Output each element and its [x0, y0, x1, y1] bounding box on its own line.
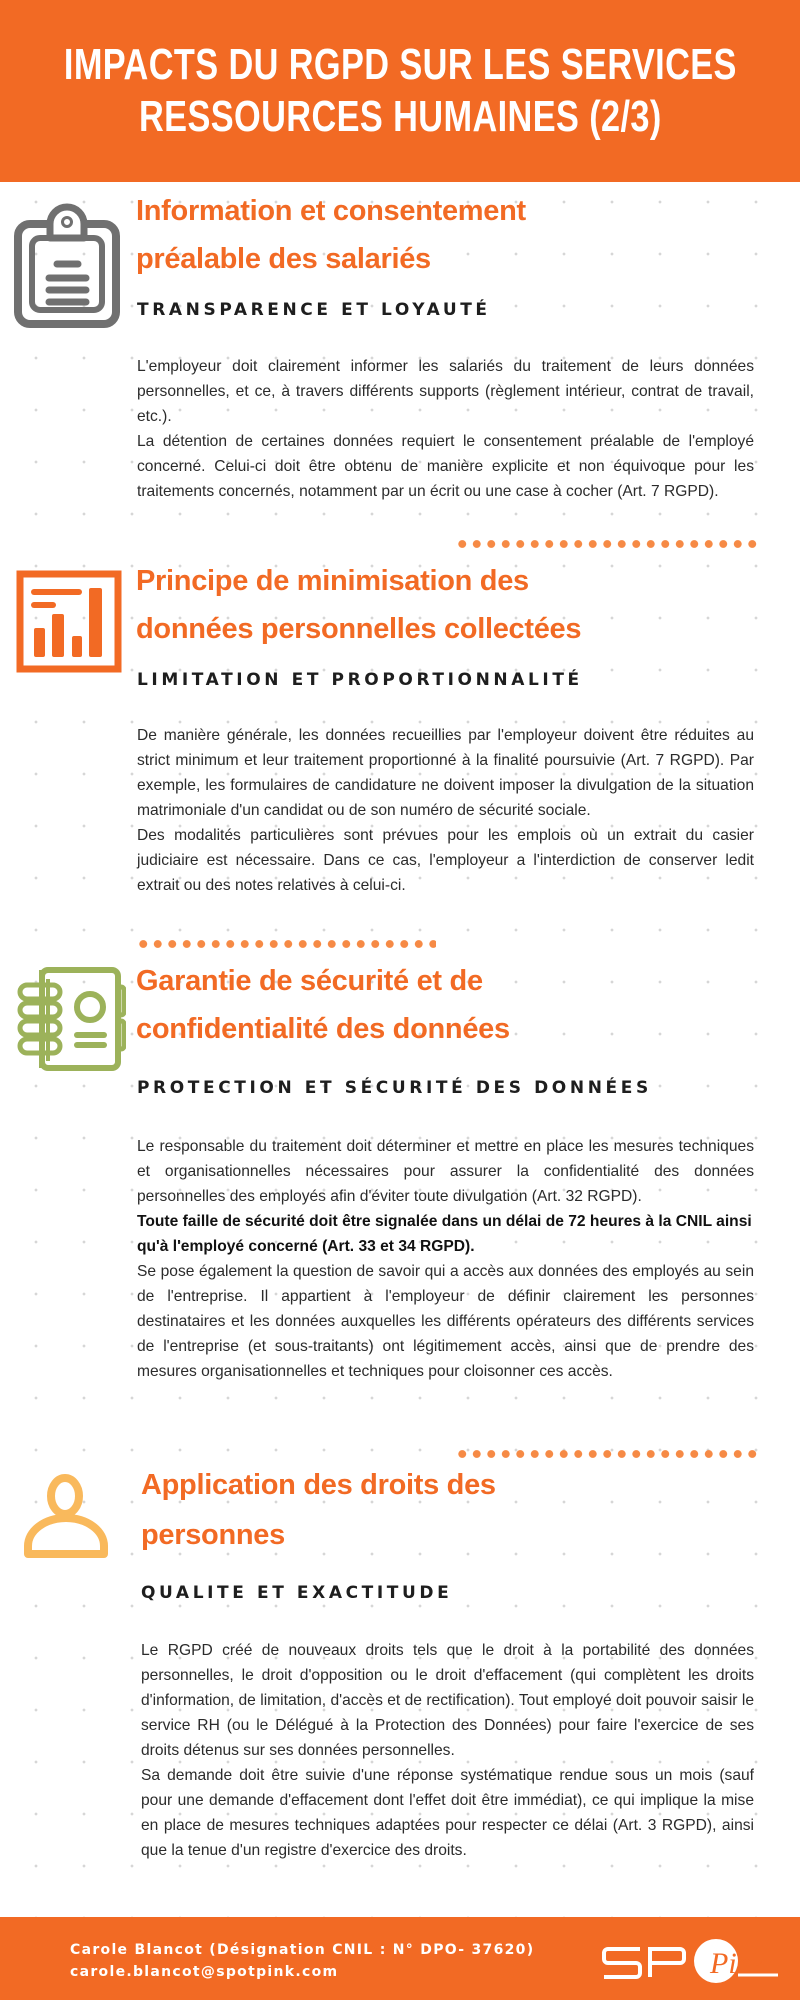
section-body [137, 354, 754, 504]
section-title-line2: préalable des salariés [136, 243, 431, 275]
paragraph: Sa demande doit être suivie d'une réponse systématique rendue sous un mois (sauf pour une demande d'effacement dont l'effet doit être immédiat), ce qui implique la mise en place de mesures techniques adaptées pour respecter ce délai (Art. 3 RGPD), ainsi que la tenue d'un registre d'exercice des droits. [141, 1767, 754, 1859]
contact-info [70, 1939, 534, 1983]
paragraph: Se pose également la question de savoir qui a accès aux données des employés au sein de l'entreprise. Il appartient à l'employeur de définir clairement les personnes destinataires et les données auxquelles les différents opérateurs des différents services de l'entreprise (et sous-traitants) ont légitimement accès, ainsi que de prendre des mesures organisationnelles et techniques pour cloisonner ces accès. [137, 1263, 754, 1380]
address-book-icon [14, 965, 126, 1073]
paragraph: De manière générale, les données recueillies par l'employeur doivent être réduites au strict minimum et leur traitement proportionné à la finalité poursuivie (Art. 7 RGPD). Par exemple, les formulaires de candidature ne doivent imposer la divulgation de la situation matrimoniale d'un candidat ou de son numéro de sécurité sociale. [137, 727, 754, 819]
logo-script-text: Pink [710, 1947, 765, 1980]
page-title-line1: IMPACTS DU RGPD SUR LES SERVICES [63, 40, 737, 89]
contact-name-designation: Carole Blancot (Désignation CNIL : N° DPO- 37620) [70, 1942, 535, 1958]
page-title [64, 39, 737, 143]
paragraph: La détention de certaines données requiert le consentement préalable de l'employé concerné. Celui-ci doit être obtenu de manière explicite et non équivoque pour les traitements concernés, notamment par un écrit ou une case à cocher (Art. 7 RGPD). [137, 433, 754, 500]
section-title-line2: personnes [141, 1519, 285, 1551]
section-subtitle: PROTECTION ET SÉCURITÉ DES DONNÉES [137, 1078, 652, 1098]
section-body [141, 1638, 754, 1863]
section-body [137, 1134, 754, 1384]
clipboard-icon [12, 200, 122, 330]
section-body [137, 723, 754, 898]
section-title [141, 1460, 496, 1560]
paragraph: Le responsable du traitement doit déterminer et mettre en place les mesures techniques et organisationnelles nécessaires pour assurer la confidentialité des données personnelles des employés afin d'éviter toute divulgation (Art. 32 RGPD). [137, 1138, 754, 1205]
section-title-line2: données personnelles collectées [136, 613, 582, 645]
section-title-line1: Information et consentement [136, 195, 526, 227]
bar-chart-icon [16, 570, 122, 673]
section-title [136, 557, 581, 653]
page-title-line2: RESSOURCES HUMAINES (2/3) [138, 92, 662, 141]
spotpink-logo [598, 1931, 788, 1987]
page-header [0, 0, 800, 182]
section-title [136, 957, 510, 1053]
contact-email[interactable]: carole.blancot@spotpink.com [70, 1964, 339, 1980]
paragraph-emphasis: Toute faille de sécurité doit être signalée dans un délai de 72 heures à la CNIL ainsi qu'à l'employé concerné (Art. 33 et 34 RGPD). [137, 1213, 752, 1255]
section-title-line1: Application des droits des [141, 1469, 496, 1501]
dotted-separator [455, 1448, 761, 1460]
section-subtitle: TRANSPARENCE ET LOYAUTÉ [137, 300, 491, 320]
user-icon [22, 1470, 112, 1562]
section-title-line1: Garantie de sécurité et de [136, 965, 483, 997]
section-title-line2: confidentialité des données [136, 1013, 510, 1045]
paragraph: L'employeur doit clairement informer les salariés du traitement de leurs données personnelles, et ce, à travers différents supports (règlement intérieur, contrat de travail, etc.). [137, 358, 754, 425]
section-title [136, 187, 526, 283]
section-subtitle: LIMITATION ET PROPORTIONNALITÉ [137, 670, 583, 690]
paragraph: Des modalités particulières sont prévues pour les emplois où un extrait du casier judiciaire est nécessaire. Dans ce cas, l'employeur a l'interdiction de conserver ledit extrait ou des notes relatives à celui-ci. [137, 827, 754, 894]
section-subtitle: QUALITE ET EXACTITUDE [141, 1583, 453, 1603]
dotted-separator [455, 538, 761, 550]
page-footer [0, 1917, 800, 2000]
dotted-separator [136, 938, 436, 950]
section-title-line1: Principe de minimisation des [136, 565, 529, 597]
paragraph: Le RGPD créé de nouveaux droits tels que le droit à la portabilité des données personnelles, le droit d'opposition ou le droit d'effacement (qui complètent les droits d'information, de limitation, d'accès et de rectification). Tout employé doit pouvoir saisir le service RH (ou le Délégué à la Protection des Données) pour faire l'exercice de ses droits détenus sur ses données personnelles. [141, 1642, 754, 1759]
